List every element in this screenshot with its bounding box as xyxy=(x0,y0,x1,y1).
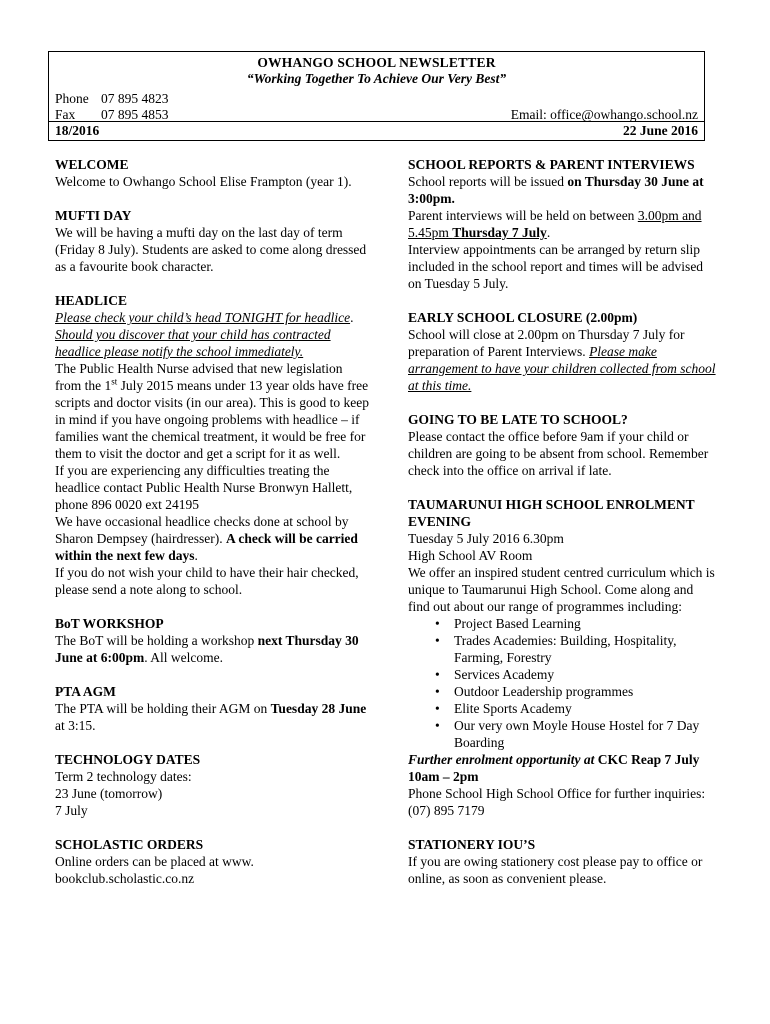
stationery-section xyxy=(408,836,718,887)
section-heading: GOING TO BE LATE TO SCHOOL? xyxy=(408,412,628,427)
bold-italic-text: Further enrolment opportunity at xyxy=(408,752,598,767)
event-intro: We offer an inspired student centred curriculum which is unique to Taumarunui High School. Come along and find out about our range of programmes including: xyxy=(408,565,715,614)
newsletter-title: OWHANGO SCHOOL NEWSLETTER xyxy=(257,55,496,70)
mufti-section xyxy=(55,207,370,275)
mufti-text: We will be having a mufti day on the last day of term (Friday 8 July). Students are asked to come along dressed as a favourite book character. xyxy=(55,225,367,274)
headlice-section xyxy=(55,292,370,598)
event-when: Tuesday 5 July 2016 6.30pm xyxy=(408,531,564,546)
phone-line xyxy=(55,91,169,107)
section-heading: HEADLICE xyxy=(55,293,128,308)
section-heading: TAUMARUNUI HIGH SCHOOL ENROLMENT EVENING xyxy=(408,497,695,529)
pta-text xyxy=(55,700,370,734)
left-column xyxy=(55,156,370,904)
list-item: • Our very own Moyle House Hostel for 7 Day Boarding xyxy=(454,717,718,751)
text-run: at 3:15. xyxy=(55,718,96,733)
fax-number: 07 895 4853 xyxy=(101,107,169,122)
warning-end: . xyxy=(350,310,354,325)
section-heading: BoT WORKSHOP xyxy=(55,616,164,631)
section-heading: MUFTI DAY xyxy=(55,208,132,223)
section-heading: PTA AGM xyxy=(55,684,116,699)
issue-date: 22 June 2016 xyxy=(622,123,698,138)
bot-text xyxy=(55,632,370,666)
text-run: . xyxy=(194,548,198,563)
masthead xyxy=(48,51,705,141)
welcome-text: Welcome to Owhango School Elise Frampton (year 1). xyxy=(55,174,352,189)
fax-label: Fax xyxy=(55,107,76,122)
bold-text: CKC Reap 7 July 10am – 2pm xyxy=(408,752,700,784)
bot-section xyxy=(55,615,370,666)
late-section xyxy=(408,411,718,479)
event-where: High School AV Room xyxy=(408,548,533,563)
text-run: . xyxy=(546,225,551,240)
pta-section xyxy=(55,683,370,734)
headlice-warning-2: Should you discover that your child has contracted headlice please notify the school immediately. xyxy=(55,327,331,359)
bold-text: A check will be carried within the next few days xyxy=(55,531,358,563)
list-item: • Services Academy xyxy=(454,666,718,683)
contact-text: Phone School High School Office for further inquiries: (07) 895 7179 xyxy=(408,786,706,818)
text-run: The Public Health Nurse advised that new legislation from the 1 xyxy=(55,361,343,393)
headlice-contact-text: If you are experiencing any difficulties treating the headlice contact Public Health Nurse Bronwyn Hallett, phone 896 0020 ext 24195 xyxy=(55,463,353,512)
reports-section xyxy=(408,156,718,292)
italic-underlined-text: Please make arrangement to have your children collected from school at this time. xyxy=(408,344,716,393)
headlice-checks-text xyxy=(55,513,370,564)
superscript: st xyxy=(111,376,118,387)
taumarunui-section xyxy=(408,496,718,819)
bold-text: Tuesday 28 June xyxy=(270,701,367,716)
programme-list xyxy=(408,615,718,751)
text-run: We have occasional headlice checks done at school by Sharon Dempsey (hairdresser). xyxy=(55,514,349,546)
headlice-warning-1 xyxy=(55,309,370,326)
underlined-text: 3.00pm and 5.45pm xyxy=(408,208,702,240)
closure-text xyxy=(408,326,718,394)
section-heading: TECHNOLOGY DATES xyxy=(55,752,201,767)
text-run: School reports will be issued xyxy=(408,174,568,189)
text-run: School will close at 2.00pm on Thursday 7 July for preparation of Parent Interviews. xyxy=(408,327,685,359)
interviews-text xyxy=(408,207,718,241)
list-item: • Trades Academies: Building, Hospitality, Farming, Forestry xyxy=(454,632,718,666)
text-run: The PTA will be holding their AGM on xyxy=(55,701,271,716)
section-heading: WELCOME xyxy=(55,157,129,172)
headlice-nurse-text xyxy=(55,360,370,462)
closure-section xyxy=(408,309,718,394)
bold-text: on Thursday 30 June at 3:00pm. xyxy=(408,174,704,206)
text-run: The BoT will be holding a workshop xyxy=(55,633,258,648)
list-item: • Outdoor Leadership programmes xyxy=(454,683,718,700)
scholastic-section xyxy=(55,836,370,887)
scholastic-text: Online orders can be placed at www. bookclub.scholastic.co.nz xyxy=(55,854,254,886)
late-text: Please contact the office before 9am if your child or children are going to be absent from school. Remember check into the office on arrival if late. xyxy=(408,429,709,478)
school-motto: “Working Together To Achieve Our Very Best” xyxy=(246,71,507,86)
phone-label: Phone xyxy=(55,91,89,106)
technology-line: 23 June (tomorrow) xyxy=(55,786,163,801)
warning-text: Please check your child’s head TONIGHT for headlice xyxy=(55,310,351,325)
text-run: Parent interviews will be held on between xyxy=(408,208,638,223)
reports-issue-text xyxy=(408,173,718,207)
bold-text: next Thursday 30 June at 6:00pm xyxy=(55,633,359,665)
section-heading: EARLY SCHOOL CLOSURE (2.00pm) xyxy=(408,310,638,325)
technology-line: Term 2 technology dates: xyxy=(55,769,192,784)
phone-row xyxy=(49,91,704,107)
headlice-optout-text: If you do not wish your child to have their hair checked, please send a note along to school. xyxy=(55,565,359,597)
phone-number: 07 895 4823 xyxy=(101,91,169,106)
email-address: Email: office@owhango.school.nz xyxy=(510,107,698,122)
text-run: July 2015 means under 13 year olds have free scripts and doctor visits (in our area). This is good to keep in mind if you have ongoing problems with headlice – if families want the chemical treatment, it would be free for them to visit the doctor and get a script for it as well. xyxy=(55,378,369,461)
appointments-text: Interview appointments can be arranged by return slip included in the school report and times will be advised on Tuesday 5 July. xyxy=(408,242,704,291)
list-item: • Project Based Learning xyxy=(454,615,718,632)
bold-underlined-text: Thursday 7 July xyxy=(452,225,547,240)
issue-number: 18/2016 xyxy=(55,123,100,138)
list-item: • Elite Sports Academy xyxy=(454,700,718,717)
issue-bar xyxy=(49,121,704,140)
technology-line: 7 July xyxy=(55,803,88,818)
technology-section xyxy=(55,751,370,819)
section-heading: SCHOOL REPORTS & PARENT INTERVIEWS xyxy=(408,157,695,172)
welcome-section xyxy=(55,156,370,190)
further-enrolment xyxy=(408,751,718,785)
section-heading: SCHOLASTIC ORDERS xyxy=(55,837,204,852)
stationery-text: If you are owing stationery cost please pay to office or online, as soon as convenient please. xyxy=(408,854,703,886)
text-run: . All welcome. xyxy=(144,650,223,665)
right-column xyxy=(408,156,718,904)
section-heading: STATIONERY IOU’S xyxy=(408,837,536,852)
